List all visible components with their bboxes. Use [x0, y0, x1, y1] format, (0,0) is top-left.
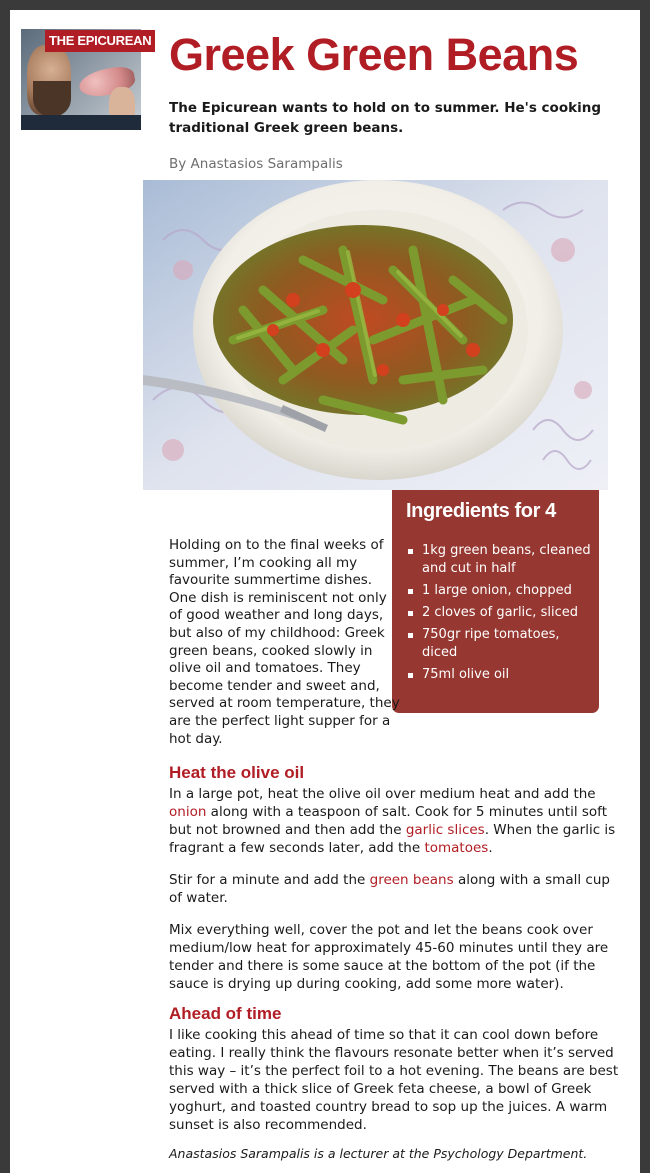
- ingredient-link-garlic[interactable]: garlic slices: [405, 822, 485, 838]
- ingredient-link-green-beans[interactable]: green beans: [369, 872, 454, 888]
- section1-paragraph-1: [169, 785, 625, 857]
- logo-shirt-graphic: [21, 115, 141, 130]
- article-subtitle: The Epicurean wants to hold on to summer. He's cooking traditional Greek green beans.: [169, 100, 601, 136]
- logo-label: THE EPICUREAN: [45, 30, 155, 52]
- section1-paragraph-2: [169, 871, 625, 907]
- text-span: along with a teaspoon of salt. Cook for 5 minutes until soft but not browned and then add the: [169, 804, 607, 838]
- text-span: Stir for a minute and add the: [169, 872, 370, 888]
- epicurean-logo: [21, 29, 152, 130]
- logo-beard-graphic: [33, 81, 71, 117]
- text-span: along with a small cup of water.: [169, 872, 610, 906]
- ingredient-link-onion[interactable]: onion: [169, 804, 207, 820]
- ingredient-link-tomatoes[interactable]: tomatoes: [424, 840, 489, 856]
- section2-paragraph-1: I like cooking this ahead of time so that it can cool down before eating. I really think the flavours resonate better when it’s served this way – it’s the perfect foil to a hot evening. The beans are best served with a thick slice of Greek feta cheese, a bowl of Greek yoghurt, and toasted country bread to sop up the juices. A warm sunset is also recommended.: [169, 1027, 619, 1133]
- text-span: .: [488, 840, 493, 856]
- green-beans-photo: [143, 180, 608, 490]
- ingredient-item: 1 large onion, chopped: [408, 582, 593, 600]
- article-page: [10, 10, 640, 1173]
- ingredient-item: 750gr ripe tomatoes, diced: [408, 626, 593, 662]
- text-span: In a large pot, heat the olive oil over medium heat and add the: [169, 786, 596, 802]
- section-heading-heat-oil: Heat the olive oil: [169, 763, 305, 782]
- text-span: . When the garlic is fragrant a few seconds later, add the: [169, 822, 616, 856]
- section1-paragraph-3: Mix everything well, cover the pot and let the beans cook over medium/low heat for approximately 45-60 minutes until they are tender and there is some sauce at the bottom of the pot (if the sauce is drying up during cooking, add some more water).: [169, 922, 609, 992]
- section-heading-ahead-of-time: Ahead of time: [169, 1004, 282, 1023]
- ingredients-heading: Ingredients for 4: [406, 500, 556, 522]
- ingredient-item: 75ml olive oil: [408, 666, 593, 684]
- article-title: Greek Green Beans: [169, 29, 579, 80]
- ingredients-list: [408, 542, 593, 688]
- ingredients-box: [392, 490, 599, 713]
- intro-paragraph: Holding on to the final weeks of summer, I’m cooking all my favourite summertime dishes. One dish is reminiscent not only of good weather and long days, but also of my childhood: Greek green beans, cooked slowly in olive oil and tomatoes. They become tender and sweet and, served at room temperature, they are the perfect light supper for a hot day.: [169, 537, 400, 747]
- ingredient-item: 2 cloves of garlic, sliced: [408, 604, 593, 622]
- author-note: Anastasios Sarampalis is a lecturer at the Psychology Department.: [169, 1146, 588, 1161]
- article-byline: By Anastasios Sarampalis: [169, 156, 343, 172]
- ingredient-item: 1kg green beans, cleaned and cut in half: [408, 542, 593, 578]
